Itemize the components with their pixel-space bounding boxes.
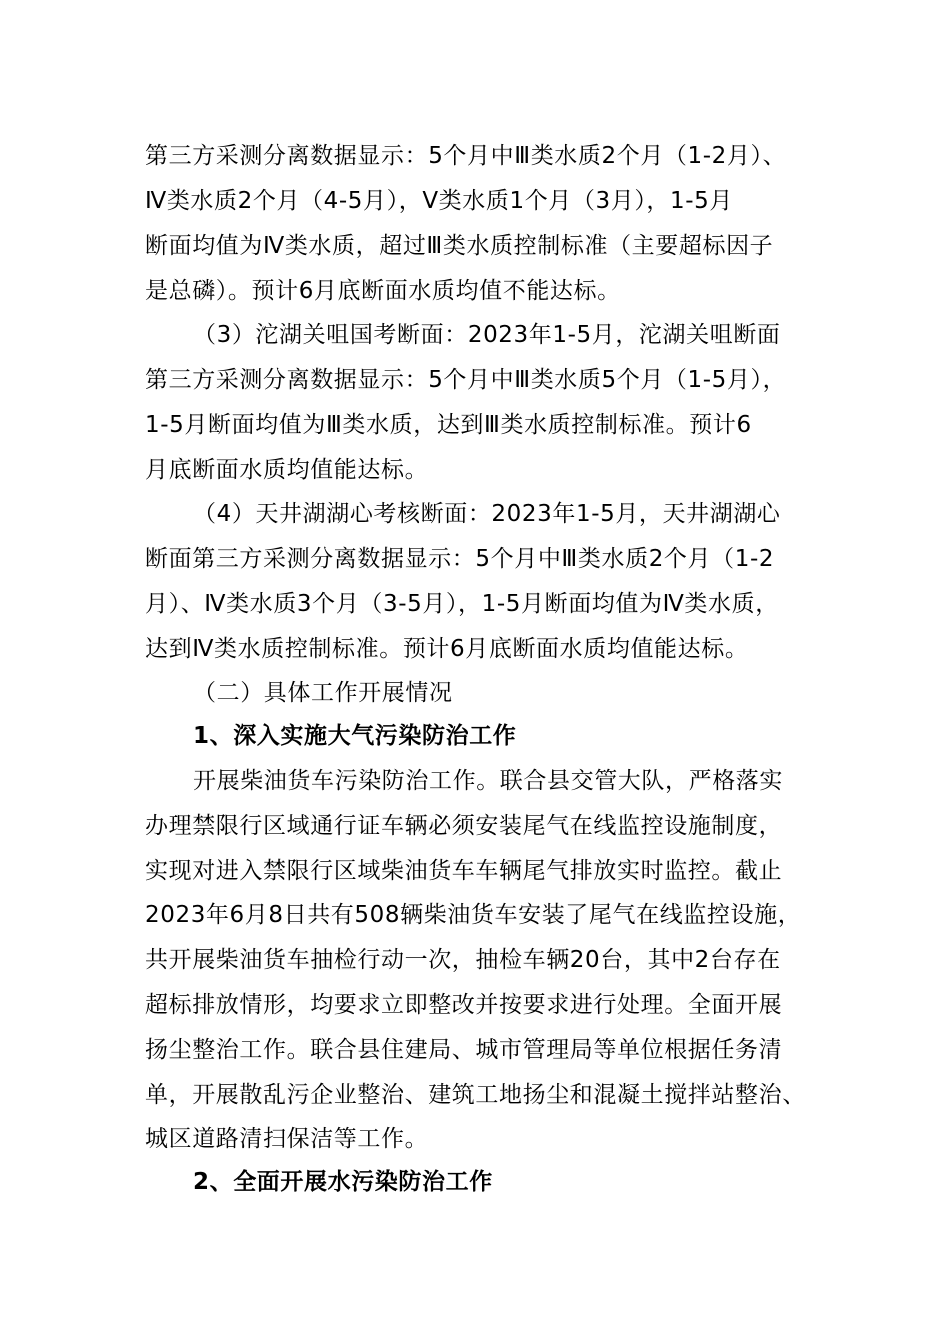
text-line: 月底断面水质均值能达标。	[145, 457, 429, 483]
text-line: 达到Ⅳ类水质控制标准。预计6月底断面水质均值能达标。	[145, 636, 749, 662]
text-line: 扬尘整治工作。联合县住建局、城市管理局等单位根据任务清	[145, 1037, 783, 1063]
text-line: 断面第三方采测分离数据显示：5个月中Ⅲ类水质2个月（1-2	[145, 546, 775, 572]
text-line: 单，开展散乱污企业整治、建筑工地扬尘和混凝土搅拌站整治、	[145, 1082, 806, 1108]
section-heading: （二）具体工作开展情况	[193, 680, 453, 706]
text-line: 城区道路清扫保洁等工作。	[145, 1126, 429, 1152]
text-line: 开展柴油货车污染防治工作。联合县交管大队，严格落实	[193, 768, 783, 794]
text-line: 断面均值为Ⅳ类水质，超过Ⅲ类水质控制标准（主要超标因子	[145, 233, 774, 259]
text-line: （4）天井湖湖心考核断面：2023年1-5月，天井湖湖心	[193, 501, 781, 527]
text-line: 办理禁限行区域通行证车辆必须安装尾气在线监控设施制度，	[145, 813, 783, 839]
text-line: 第三方采测分离数据显示：5个月中Ⅲ类水质2个月（1-2月）、	[145, 143, 787, 169]
text-line: 共开展柴油货车抽检行动一次，抽检车辆20台，其中2台存在	[145, 947, 781, 973]
text-line: 实现对进入禁限行区域柴油货车车辆尾气排放实时监控。截止	[145, 858, 783, 884]
subsection-heading: 1、深入实施大气污染防治工作	[193, 723, 517, 749]
text-line: 第三方采测分离数据显示：5个月中Ⅲ类水质5个月（1-5月），	[145, 367, 787, 393]
subsection-heading: 2、全面开展水污染防治工作	[193, 1169, 493, 1195]
text-line: 1-5月断面均值为Ⅲ类水质，达到Ⅲ类水质控制标准。预计6	[145, 412, 752, 438]
text-line: 是总磷）。预计6月底断面水质均值不能达标。	[145, 278, 621, 304]
text-line: 月）、Ⅳ类水质3个月（3-5月），1-5月断面均值为Ⅳ类水质，	[145, 591, 779, 617]
text-line: 2023年6月8日共有508辆柴油货车安装了尾气在线监控设施，	[145, 902, 802, 928]
text-line: Ⅳ类水质2个月（4-5月），Ⅴ类水质1个月（3月），1-5月	[145, 188, 733, 214]
text-line: 超标排放情形，均要求立即整改并按要求进行处理。全面开展	[145, 992, 783, 1018]
text-line: （3）沱湖关咀国考断面：2023年1-5月，沱湖关咀断面	[193, 322, 781, 348]
